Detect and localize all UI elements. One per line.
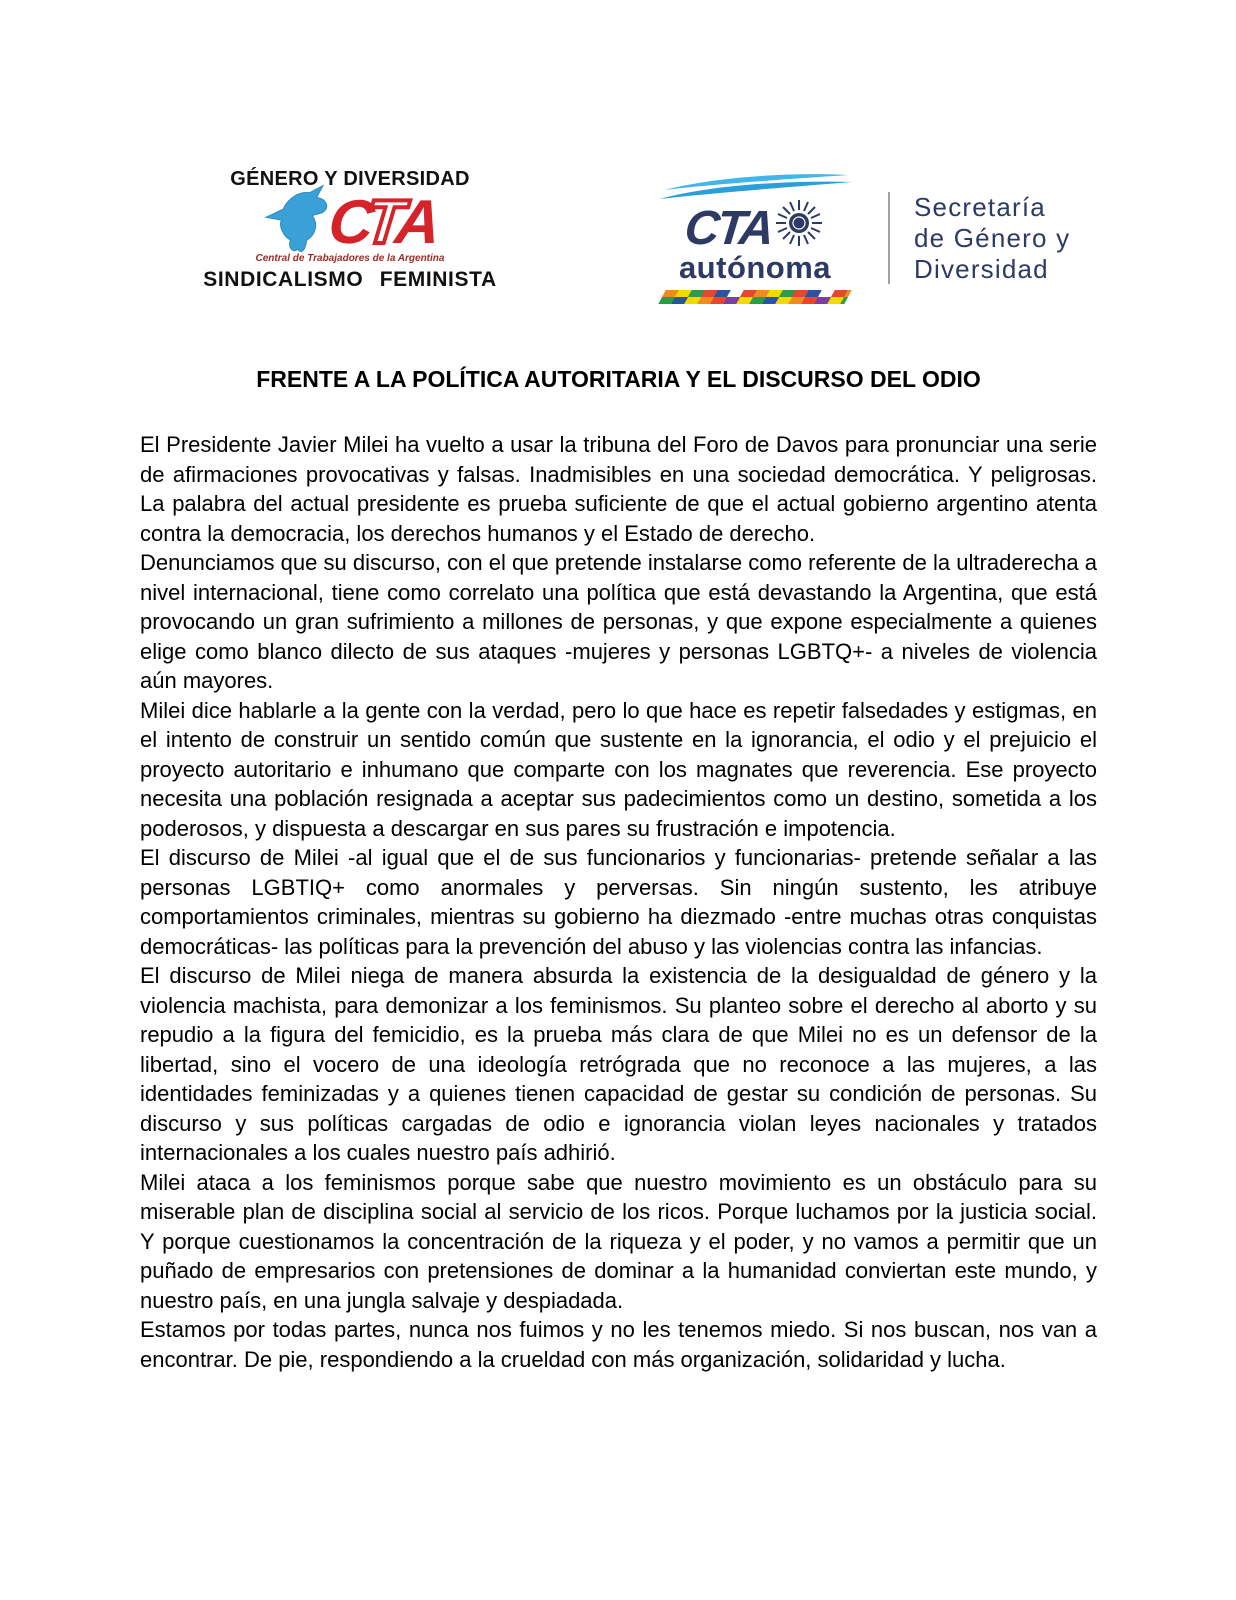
paragraph-4: El discurso de Milei -al igual que el de sus funcionarios y funcionarias- pretende señalar a las personas LGBTIQ+ como anormales y perversas. Sin ningún sustento, les atribuye comportamientos criminales, mientras su gobierno ha diezmado -entre muchas otras conquistas democráticas- las políticas para la prevención del abuso y las violencias contra las infancias. [140,845,1097,959]
secretariat-line-2: de Género y [914,222,1071,253]
paragraph-2: Denunciamos que su discurso, con el que pretende instalarse como referente de la ultraderecha a nivel internacional, tiene como correlato una política que está devastando la Argentina, que está provocando un gran sufrimiento a millones de personas, y que expone especialmente a quienes elige como blanco dilecto de sus ataques -mujeres y personas LGBTQ+- a niveles de violencia aún mayores. [140,550,1097,693]
secretariat-name [914,192,1070,285]
autonoma-text: autónoma [678,250,832,285]
vertical-divider [888,192,890,284]
paragraph-5: El discurso de Milei niega de manera absurda la existencia de la desigualdad de género y la violencia machista, para demonizar a los feminismos. Su planteo sobre el derecho al aborto y su repudio a la figura del femicidio, es la prueba más clara de que Milei no es un defensor de la libertad, sino el vocero de una ideología retrógrada que no reconoce a las mujeres, a las identidades feminizadas y a quienes tienen capacidad de gestar su condición de personas. Su discurso y sus políticas cargadas de odio e ignorancia violan leyes nacionales y tratados internacionales a los cuales nuestro país adhirió. [140,963,1097,1165]
secretariat-line-3: Diversidad [914,253,1049,284]
logo-bottom-text: SINDICALISMO FEMINISTA [203,268,497,291]
logo-top-text: GÉNERO Y DIVERSIDAD [230,168,470,190]
paragraph-1: El Presidente Javier Milei ha vuelto a usar la tribuna del Foro de Davos para pronunciar una serie de afirmaciones provocativas y falsas. Inadmisibles en una sociedad democrática. Y peligrosas. La palabra del actual presidente es prueba suficiente de que el actual gobierno argentino atenta contra la democracia, los derechos humanos y el Estado de derecho. [140,432,1097,546]
document-body [140,430,1097,1374]
sun-of-may-icon [773,197,825,254]
cta-autonoma-row [682,201,825,255]
paragraph-3: Milei dice hablarle a la gente con la verdad, pero lo que hace es repetir falsedades y estigmas, en el intento de construir un sentido común que sustente en la ignorancia, el odio y el prejuicio el proyecto autoritario e inhumano que comparte con los magnates que reverencia. Ese proyecto necesita una población resignada a aceptar sus padecimientos como un destino, sometida a los poderosos, y dispuesta a descargar en sus pares su frustración e impotencia. [140,697,1097,841]
cta-genero-diversidad-logo [203,168,497,292]
paragraph-7: Estamos por todas partes, nunca nos fuimos y no les tenemos miedo. Si nos buscan, nos van a encontrar. De pie, respondiendo a la crueldad con más organización, solidaridad y lucha. [140,1317,1097,1372]
cta-letter-a: A [392,188,441,257]
org-name-text: Central de Trabajadores de la Argentina [255,253,445,264]
paragraph-6: Milei ataca a los feminismos porque sabe que nuestro movimiento es un obstáculo para su miserable plan de disciplina social al servicio de los ricos. Porque luchamos por la justicia social. Y porque cuestionamos la concentración de la riqueza y el poder, y no vamos a permitir que un puñado de empresarios con pretensiones de dominar a la humanidad conviertan este mundo, y nuestro país, en una jungla salvaje y despiadada. [140,1169,1097,1313]
cta-logo-row [263,188,441,257]
south-america-map-icon [263,184,345,263]
cta-letter-t: T [362,188,404,257]
secretariat-line-1: Secretaría [914,191,1046,222]
cta-autonoma-brand [642,172,868,304]
page-title: FRENTE A LA POLÍTICA AUTORITARIA Y EL DISCURSO DEL ODIO [256,366,981,392]
cta-autonoma-acronym: CTA [682,201,774,255]
cta-letter-c: C [325,188,374,257]
cta-autonoma-logo [642,172,1070,304]
wiphala-band [658,290,851,304]
